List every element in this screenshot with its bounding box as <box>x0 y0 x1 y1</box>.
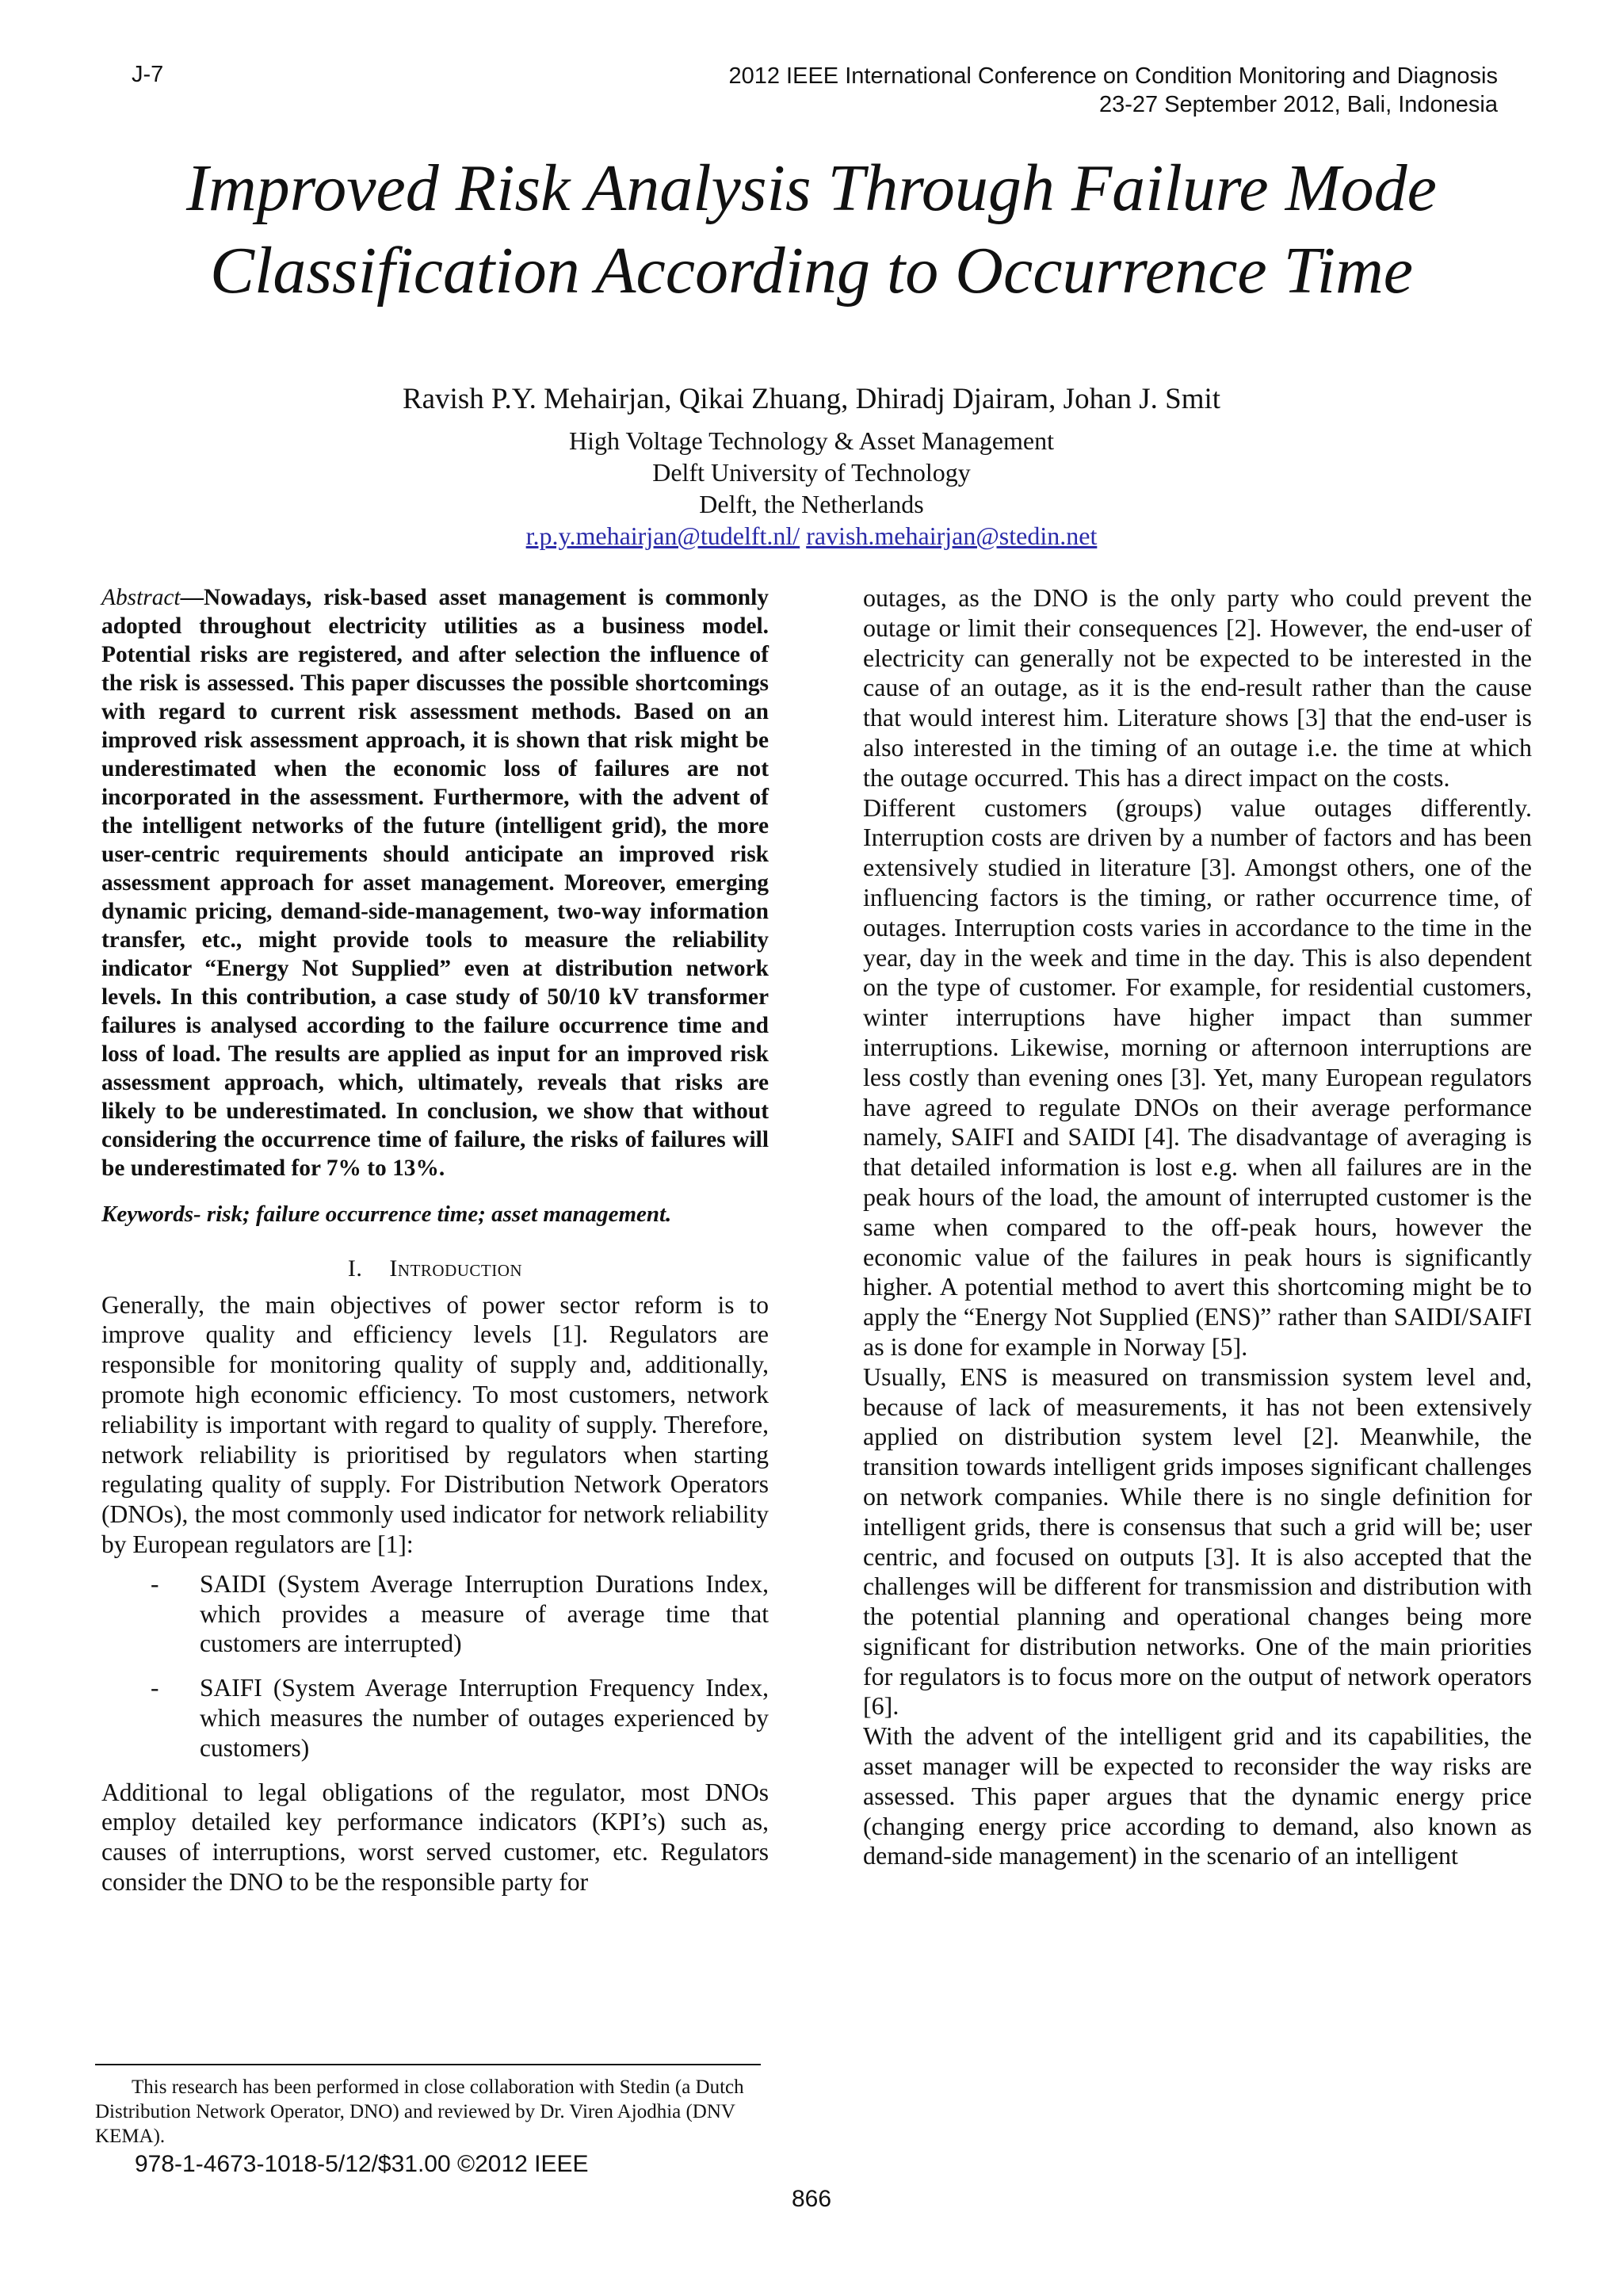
affiliation-group: High Voltage Technology & Asset Management <box>569 426 1054 455</box>
keywords: Keywords- risk; failure occurrence time; asset management. <box>101 1201 672 1227</box>
header-page-code: J-7 <box>132 62 164 87</box>
left-column <box>101 583 769 1897</box>
affiliation-university: Delft University of Technology <box>652 458 971 487</box>
header-conference <box>728 62 1498 119</box>
intro-paragraph-1: Generally, the main objectives of power sector reform is to improve quality and efficiency levels [1]. Regulators are responsible for monitoring quality of supply and, additionally, promote high economic efficiency. To most customers, network reliability is important with regard to quality of supply. Therefore, network reliability is prioritised by regulators when starting regulating quality of supply. For Distribution Network Operators (DNOs), the most commonly used indicator for network reliability by European regulators are [1]: <box>101 1290 769 1558</box>
list-item-text: SAIDI (System Average Interruption Durations Index, which provides a measure of average time that customers are interrupted) <box>200 1569 769 1658</box>
list-dash: - <box>151 1569 159 1598</box>
footnote <box>95 2075 762 2149</box>
list-dash: - <box>151 1674 159 1702</box>
paper-title-line1: Improved Risk Analysis Through Failure Mode <box>186 151 1437 225</box>
section-title: Introduction <box>389 1255 523 1282</box>
email-link-stedin[interactable]: ravish.mehairjan@stedin.net <box>806 521 1098 550</box>
abstract <box>101 583 769 1182</box>
author-list: Ravish P.Y. Mehairjan, Qikai Zhuang, Dhiradj Djairam, Johan J. Smit <box>402 383 1221 415</box>
abstract-label: Abstract <box>101 585 181 610</box>
footnote-divider <box>95 2064 761 2065</box>
list-item <box>101 1569 769 1659</box>
section-heading-introduction <box>101 1254 769 1284</box>
right-paragraph-3: Usually, ENS is measured on transmission system level and, because of lack of measurements, it has not been extensively applied on distribution system level [2]. Meanwhile, the transition towards intelligent grids imposes significant challenges on network companies. While there is no single definition for intelligent grids, there is consensus that such a grid will be; user centric, and focused on outputs [3]. It is also accepted that the challenges will be different for transmission and distribution with the potential planning and operational changes being more significant for distribution networks. One of the main priorities for regulators is to focus more on the output of network operators [6]. <box>863 1362 1532 1721</box>
affiliation-location: Delft, the Netherlands <box>699 490 924 518</box>
section-number: I. <box>347 1255 363 1282</box>
affiliation-block <box>0 425 1623 552</box>
indicator-list <box>101 1569 769 1763</box>
page-number: 866 <box>791 2186 832 2212</box>
right-paragraph-1: outages, as the DNO is the only party who could prevent the outage or limit their consequences [2]. However, the end-user of electricity can generally not be expected to be interested in the cause of an outage, as it is the end-result rather than the cause that would interest him. Literature shows [3] that the end-user is also interested in the timing of an outage i.e. the time at which the outage occurred. This has a direct impact on the costs. <box>863 583 1532 792</box>
intro-paragraph-2: Additional to legal obligations of the regulator, most DNOs employ detailed key performance indicators (KPI’s) such as, causes of interruptions, worst served customer, etc. Regulators consider the DNO to be the responsible party for <box>101 1778 769 1896</box>
isbn-copyright: 978-1-4673-1018-5/12/$31.00 ©2012 IEEE <box>135 2151 589 2177</box>
right-paragraph-4: With the advent of the intelligent grid and its capabilities, the asset manager will be expected to reconsider the way risks are assessed. This paper argues that the dynamic energy price (changing energy price according to demand, also known as demand-side management) in the scenario of an intelligent <box>863 1721 1532 1870</box>
abstract-text: —Nowadays, risk-based asset management is commonly adopted throughout electricity utilities as a business model. Potential risks are registered, and after selection the influence of the risk is assessed. This paper discusses the possible shortcomings with regard to current risk assessment methods. Based on an improved risk assessment approach, it is shown that risk might be underestimated when the economic loss of failures are not incorporated in the assessment. Furthermore, with the advent of the intelligent networks of the future (intelligent grid), the more user-centric requirements should anticipate an improved risk assessment approach for asset management. Moreover, emerging dynamic pricing, demand-side-management, two-way information transfer, etc., might provide tools to measure the reliability indicator “Energy Not Supplied” even at distribution network levels. In this contribution, a case study of 50/10 kV transformer failures is analysed according to the failure occurrence time and loss of load. The results are applied as input for an improved risk assessment approach, which, ultimately, reveals that risks are likely to be underestimated. In conclusion, we show that without considering the occurrence time of failure, the risks of failures will be underestimated for 7% to 13%. <box>101 585 769 1181</box>
footnote-text: This research has been performed in close collaboration with Stedin (a Dutch Distribution Network Operator, DNO) and reviewed by Dr. Viren Ajodhia (DNV KEMA). <box>95 2076 744 2147</box>
header-conference-name: 2012 IEEE International Conference on Condition Monitoring and Diagnosis <box>728 63 1498 89</box>
header-conference-date: 23-27 September 2012, Bali, Indonesia <box>1098 92 1498 117</box>
paper-title <box>95 147 1528 312</box>
list-item-text: SAIFI (System Average Interruption Frequency Index, which measures the number of outages experienced by customers) <box>200 1674 769 1762</box>
paper-title-line2: Classification According to Occurrence Time <box>209 234 1414 308</box>
email-link-tudelft[interactable]: r.p.y.mehairjan@tudelft.nl/ <box>525 521 800 550</box>
list-item <box>101 1673 769 1763</box>
affiliation-emails <box>0 520 1623 552</box>
right-column <box>863 583 1532 1871</box>
right-paragraph-2: Different customers (groups) value outages differently. Interruption costs are driven by a number of factors and has been extensively studied in literature [3]. Amongst others, one of the influencing factors is the timing, or rather occurrence time, of outages. Interruption costs varies in accordance to the time in the year, day in the week and time in the day. This is also dependent on the type of customer. For example, for residential customers, winter interruptions have higher impact than summer interruptions. Likewise, morning or afternoon interruptions are less costly than evening ones [3]. Yet, many European regulators have agreed to regulate DNOs on their average performance namely, SAIFI and SAIDI [4]. The disadvantage of averaging is that detailed information is lost e.g. when all failures are in the peak hours of the load, the amount of interrupted customer is the same when compared to the off-peak hours, however the economic value of the failures in peak hours is significantly higher. A potential method to avert this shortcoming might be to apply the “Energy Not Supplied (ENS)” rather than SAIDI/SAIFI as is done for example in Norway [5]. <box>863 793 1532 1361</box>
